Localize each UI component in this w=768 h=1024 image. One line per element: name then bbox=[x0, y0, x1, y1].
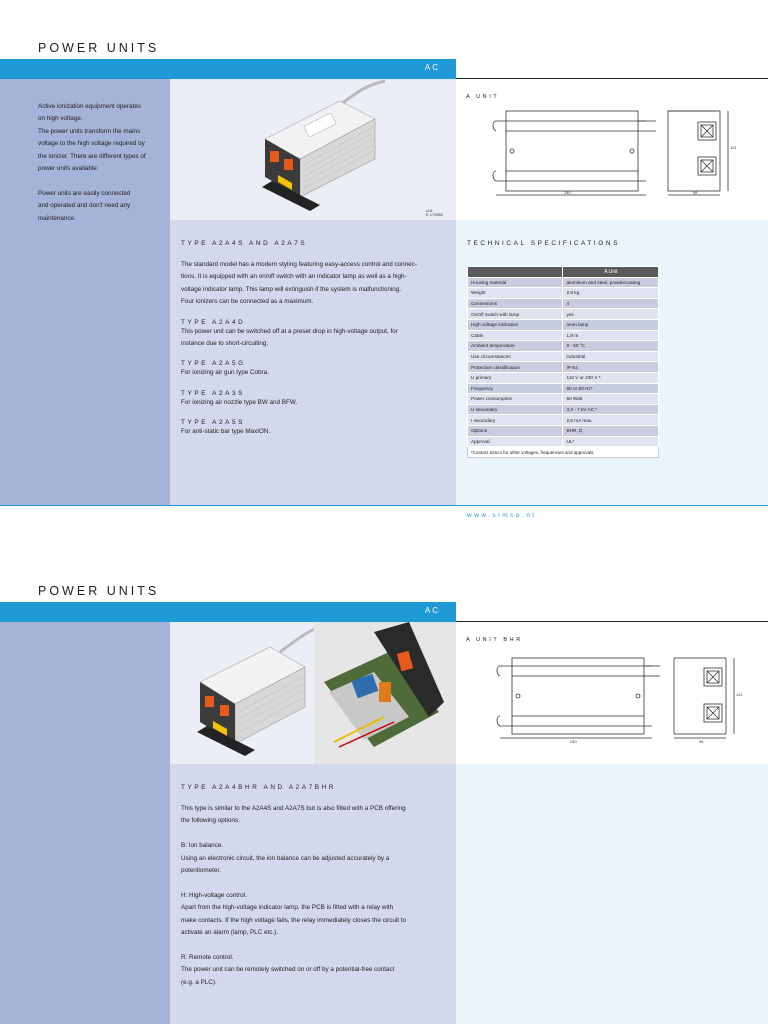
spec-value: 0 - 50 °C bbox=[563, 341, 659, 352]
page2-title: POWER UNITS bbox=[38, 584, 160, 598]
spec-col-header: A Unit bbox=[563, 267, 659, 278]
spec-key: On/off switch with lamp bbox=[468, 309, 563, 320]
spec-key: Use circumstances bbox=[468, 351, 563, 362]
spec-value: 2,5 mA max. bbox=[563, 415, 659, 426]
spec-value: yes bbox=[563, 309, 659, 320]
spec-key: Cable bbox=[468, 330, 563, 341]
page1-drawing-panel bbox=[456, 79, 768, 220]
spec-value: industrial bbox=[563, 351, 659, 362]
cert-label: E 173952 bbox=[426, 212, 444, 217]
page2-right-column bbox=[456, 764, 768, 1024]
spec-table bbox=[467, 266, 659, 458]
spec-value: IP-54 bbox=[563, 362, 659, 373]
spec-key: Power consumption bbox=[468, 394, 563, 405]
section-heading-a2a3s: TYPE A2A3S bbox=[181, 389, 246, 397]
spec-key: U secundary bbox=[468, 404, 563, 415]
page2-blue-bar bbox=[0, 602, 456, 622]
spec-table-wrap bbox=[467, 266, 659, 458]
drawing-label-a-unit-bhr: A UNIT BHR bbox=[466, 637, 523, 643]
spec-value: 1,8 m bbox=[563, 330, 659, 341]
section-heading-a2a4d: TYPE A2A4D bbox=[181, 318, 246, 326]
spec-key: Ambient temperature bbox=[468, 341, 563, 352]
spec-key: I secundary bbox=[468, 415, 563, 426]
page2-ac-label: AC bbox=[424, 606, 440, 615]
spec-key: U primary bbox=[468, 372, 563, 383]
spec-value: 110 V or 230 V * bbox=[563, 372, 659, 383]
dim-length-bhr: 240 bbox=[570, 739, 577, 744]
bhr-option-h: H: High-voltage control. Apart from the high-voltage indicator lamp, the PCB is fitted with a relay with make contacts. If the high voltage fails, the relay immediately closes the circuit to activate an alarm (lamp, PLC etc.). bbox=[181, 891, 407, 937]
spec-key: Frequency bbox=[468, 383, 563, 394]
dim-height: 113 bbox=[730, 145, 737, 150]
page1-ac-label: AC bbox=[424, 63, 440, 72]
dim-width-bhr: 98 bbox=[699, 739, 704, 744]
spec-value: UL* bbox=[563, 436, 659, 447]
page2-left-column bbox=[0, 622, 170, 1024]
spec-key: Approval bbox=[468, 436, 563, 447]
spec-key: Options bbox=[468, 425, 563, 436]
section-text-a2a5s: For anti-static bar type MaxION. bbox=[181, 428, 271, 436]
section-heading-a2a4s: TYPE A2A4S AND A2A7S bbox=[181, 240, 308, 247]
page1-middle-column bbox=[170, 220, 456, 505]
spec-key: Housing material bbox=[468, 277, 563, 288]
spec-key: Protection classification bbox=[468, 362, 563, 373]
section-text-a2a5g: For ionizing air gun type Cobra. bbox=[181, 369, 269, 377]
spec-key: Connections bbox=[468, 298, 563, 309]
section-text-a2a3s: For ionizing air nozzle type BW and BFW. bbox=[181, 398, 298, 406]
drawing-label-a-unit: A UNIT bbox=[466, 94, 500, 100]
power-unit-photo bbox=[170, 79, 456, 220]
page2-drawing-panel bbox=[456, 622, 768, 764]
spec-title: TECHNICAL SPECIFICATIONS bbox=[467, 240, 620, 247]
bhr-option-r: R: Remote control. The power unit can be remotely switched on or off by a potential-free contact (e.g. a PLC). bbox=[181, 953, 395, 986]
spec-value: 3,3 - 7 kV AC * bbox=[563, 404, 659, 415]
page2-product-photos bbox=[170, 622, 456, 764]
page1-left-column bbox=[0, 79, 170, 505]
spec-note: *Contact Simco for other voltages, frequencies and approvals. bbox=[468, 447, 659, 458]
page1-blue-bar bbox=[0, 59, 456, 79]
page2-section bbox=[181, 784, 451, 989]
page1-intro-para-2: Power units are easily connected and operated and don't need any maintenance. bbox=[38, 189, 131, 222]
page2-middle-column bbox=[170, 764, 456, 1024]
page1-title: POWER UNITS bbox=[38, 41, 160, 55]
spec-value: 2,8 kg bbox=[563, 288, 659, 299]
section-heading-a2a5g: TYPE A2A5G bbox=[181, 360, 246, 368]
spec-key: Weight bbox=[468, 288, 563, 299]
page1-sections bbox=[181, 240, 451, 439]
svg-text:cUL: cUL bbox=[426, 208, 434, 213]
page1-right-column bbox=[456, 220, 768, 505]
website-link[interactable]: www.simco.nl bbox=[467, 512, 537, 519]
spec-value: 50 Watt bbox=[563, 394, 659, 405]
bhr-option-b: B: Ion balance. Using an electronic circuit, the ion balance can be adjusted accurately by a potentiometer. bbox=[181, 842, 390, 875]
section-text-a2a4d: This power unit can be switched off at a preset drop in high-voltage output, for instance due to short-circuiting. bbox=[181, 327, 398, 348]
technical-drawing-bhr bbox=[456, 622, 768, 764]
spec-key: High voltage indication bbox=[468, 319, 563, 330]
dim-width: 98 bbox=[693, 190, 698, 195]
page1-intro-para-1: Active ionization equipment operates on high voltage. The power units transform the mains voltage to the high voltage required by the ionizer. There are different types of power units available. bbox=[38, 103, 146, 173]
spec-value: BHR, D bbox=[563, 425, 659, 436]
technical-drawing bbox=[456, 79, 768, 220]
spec-value: neon lamp bbox=[563, 319, 659, 330]
spec-value: 4 bbox=[563, 298, 659, 309]
section-text-a2a4s: The standard model has a modern styling featuring easy-access control and connec- tions. It is equipped with an on/off switch with an indicator lamp as well as a high- voltage indicator lamp. This lamp will extinguish if the system is malfunctioning. Four ionizers can be connected as a maximum. bbox=[181, 261, 417, 306]
page1-product-photo bbox=[170, 79, 456, 220]
dim-length: 240 bbox=[564, 190, 571, 195]
section-heading-bhr: TYPE A2A4BHR AND A2A7BHR bbox=[181, 784, 337, 791]
dim-height-bhr: 113 bbox=[736, 692, 743, 697]
spec-value: aluminum and steel, powdercoating bbox=[563, 277, 659, 288]
power-unit-photo-open bbox=[314, 622, 456, 764]
page1-footer-rule bbox=[0, 505, 768, 506]
spec-value: 50 or 60 Hz* bbox=[563, 383, 659, 394]
section-heading-a2a5s: TYPE A2A5S bbox=[181, 419, 246, 427]
page1-intro bbox=[38, 101, 168, 225]
bhr-intro: This type is similar to the A2A4S and A2A7S but is also fitted with a PCB offering the following options: bbox=[181, 805, 406, 825]
